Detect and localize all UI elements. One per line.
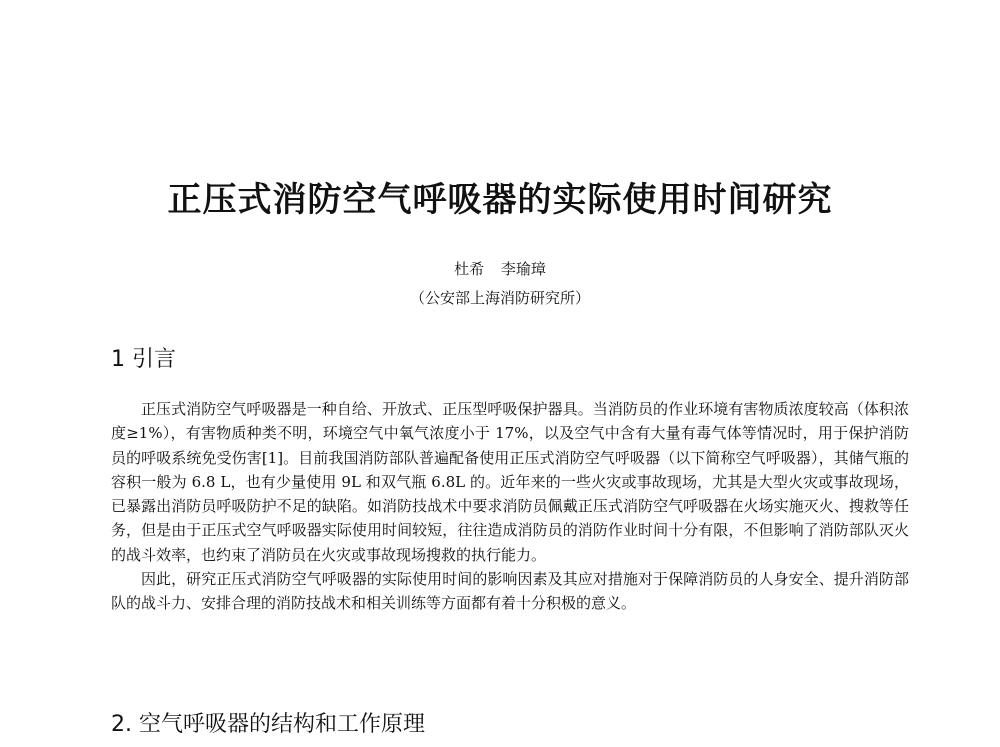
author-line — [0, 258, 1000, 280]
author-name: 李瑜璋 — [500, 260, 546, 278]
author-name: 杜希 — [454, 260, 485, 278]
paper-title: 正压式消防空气呼吸器的实际使用时间研究 — [167, 180, 833, 220]
author-affiliation: （公安部上海消防研究所） — [409, 289, 590, 307]
introduction-body — [111, 397, 909, 616]
paragraph: 正压式消防空气呼吸器是一种自给、开放式、正压型呼吸保护器具。当消防员的作业环境有害物质浓度较高（体积浓度≥1%），有害物质种类不明，环境空气中氧气浓度小于 17%，以及空气中含有大量有毒气体等情况时，用于保护消防员的呼吸系统免受伤害[1]。目前我国消防部队普遍配备使用正压式消防空气呼吸器（以下简称空气呼吸器），其储气瓶的容积一般为 6.8 L，也有少量使用 9L 和双气瓶 6.8L 的。近年来的一些火灾或事故现场，尤其是大型火灾或事故现场，已暴露出消防员呼吸防护不足的缺陷。如消防技战术中要求消防员佩戴正压式消防空气呼吸器在火场实施灭火、搜救等任务，但是由于正压式空气呼吸器实际使用时间较短，往往造成消防员的消防作业时间十分有限，不但影响了消防部队灭火的战斗效率，也约束了消防员在火灾或事故现场搜救的执行能力。 — [111, 400, 909, 564]
paragraph: 因此，研究正压式消防空气呼吸器的实际使用时间的影响因素及其应对措施对于保障消防员的人身安全、提升消防部队的战斗力、安排合理的消防技战术和相关训练等方面都有着十分积极的意义。 — [111, 570, 909, 613]
section-heading-introduction: 1 引言 — [111, 347, 176, 372]
section-heading-structure: 2. 空气呼吸器的结构和工作原理 — [111, 712, 425, 737]
